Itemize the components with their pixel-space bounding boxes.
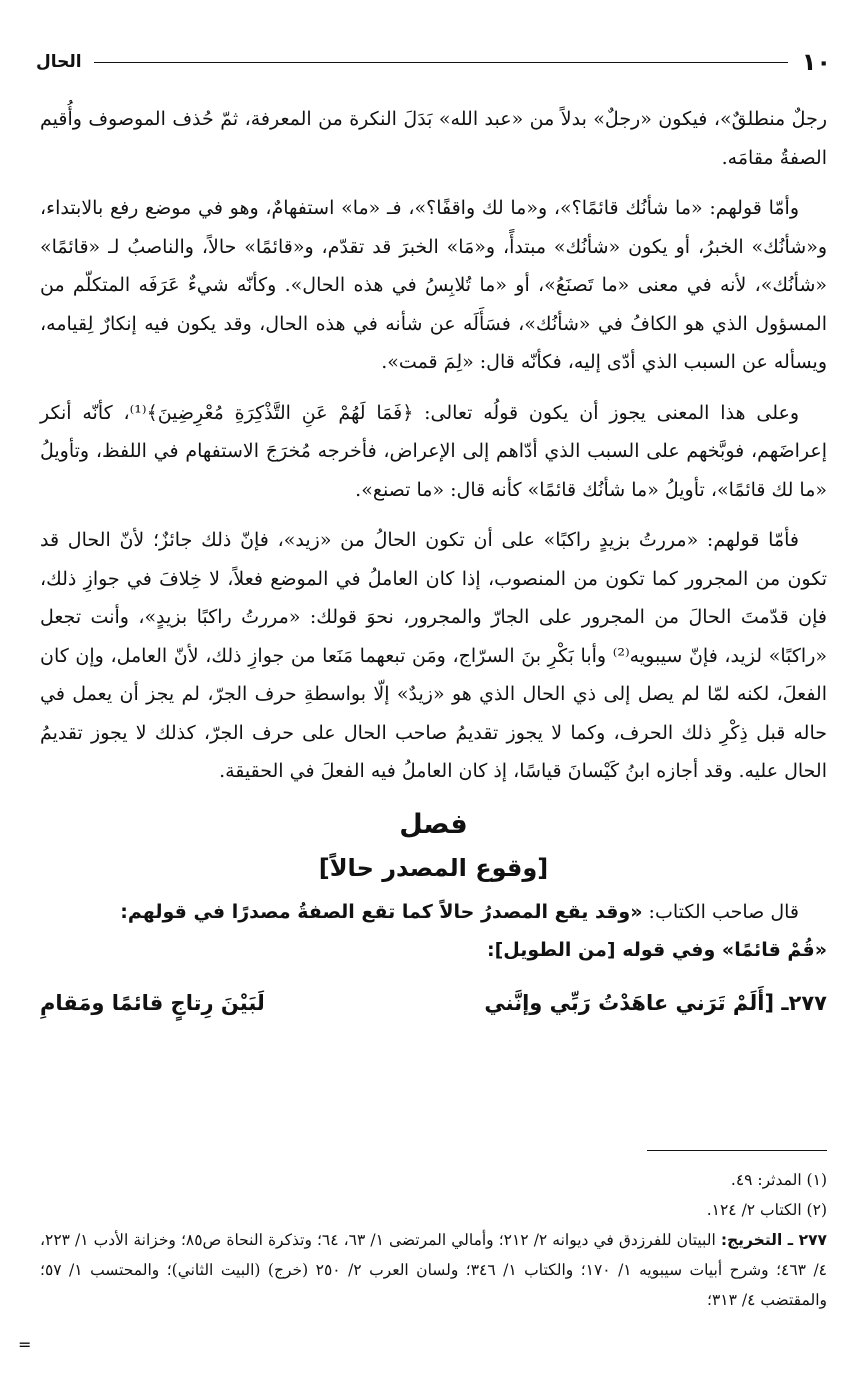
section-heading [40,803,827,889]
footnote [40,1195,827,1225]
paragraph: وعلى هذا المعنى يجوز أن يكون قولُه تعالى: ﴿فَمَا لَهُمْ عَنِ التَّذْكِرَةِ مُعْرِضِينَ﴾⁽¹⁾، كأنّه أنكر إعراضَهم، فوبَّخهم على السبب الذي أدّاهم إلى الإعراض، فأخرجه مُخرَجَ الاستفهام في اللفظ، وتأويلُ «ما لك قائمًا»، تأويلُ «ما شأنُك قائمًا» كأنه قال: «ما تصنع». [40,401,827,501]
header-rule [94,62,788,63]
footnote-text: (١) المدثر: ٤٩. [730,1171,827,1189]
page-number: ١٠ [801,48,831,76]
verse-second-hemistich: لَبَيْنَ رِتاجٍ قائمًا ومَقامِ [40,990,265,1015]
paragraph: وأمّا قولهم: «ما شأنُك قائمًا؟»، و«ما لك واقفًا؟»، فـ «ما» استفهامٌ، وهو في موضع رفع بالابتداء، و«شأنُك» الخبرُ، أو يكون «شأنُك» مبتدأً، و«مَا» الخبرَ قد تقدّم، و«قائمًا» حالاً، والناصبُ لـ «قائمًا» «شأنُك»، لأنه في معنى «ما تَصنَعُ»، أو «ما تُلابِسُ في هذه الحال». وكأنّه شيءٌ عَرَفَه المتكلّم من المسؤول الذي هو الكافُ في «شأنُك»، فسَأَلَه عن شأنه في هذه الحال، وقد يكون فيه إنكارٌ لِقيامه، ويسأله عن السبب الذي أدّى إليه، فكأنّه قال: «لِمَ قمت». [40,197,827,373]
paragraph: رجلٌ منطلقٌ»، فيكون «رجلٌ» بدلاً من «عبد الله» بَدَلَ النكرة من المعرفة، ثمّ حُذف الموصوف وأُقيم الصفةُ مقامَه. [40,108,827,169]
footnote-text: البيتان للفرزدق في ديوانه ٢/ ٢١٢؛ وأمالي المرتضى ١/ ٦٣، ٦٤؛ وتذكرة النحاة ص٨٥؛ وخزانة الأدب ١/ ٢٢٣، ٤/ ٤٦٣؛ وشرح أبيات سيبويه ١/ ١٧٠؛ والكتاب ١/ ٣٤٦؛ ولسان العرب ٢/ ٢٥٠ (خرج) (البيت الثاني)؛ والمحتسب ١/ ٥٧؛ والمقتضب ٤/ ٣١٣؛ [40,1231,827,1309]
footnote [40,1225,827,1315]
paragraph: فأمّا قولهم: «مررتُ بزيدٍ راكبًا» على أن تكون الحالُ من «زيد»، فإنّ ذلك جائزٌ؛ لأنّ الحال قد تكون من المجرور كما تكون من المنصوب، إذا كان العاملُ في الموضع فعلاً، لا خِلافَ في جوازِ ذلك، فإن قدّمتَ الحالَ من المجرور على الجارّ والمجرور، نحوَ قولك: «مررتُ راكبًا بزيدٍ»، وأنت تجعل «راكبًا» لزيد، فإنّ سيبويه⁽²⁾ وأبا بَكْرِ بنَ السرّاج، ومَن تبعهما مَنَعا من جوازِ ذلك، لأنّ العامل، وإن كان الفعلَ، لكنه لمّا لم يصل إلى ذي الحال الذي هو «زيدٌ» إلّا بواسطةِ حرف الجرّ، لم يجز أن يعمل في حاله قبل ذِكْرِ ذلك الحرف، وكما لا يجوز تقديمُ صاحب الحال على حرف الجرّ، كذلك لا يجوز تقديمُ الحال عليه. وقد أجازه ابنُ كَيْسانَ قياسًا، إذ كان العاملُ فيه الفعلَ في الحقيقة. [40,529,827,782]
verse-line [40,981,827,1025]
running-header [36,44,831,80]
continuation-mark: = [18,1335,32,1354]
section-subtitle: [وقوع المصدر حالاً] [318,853,549,882]
footnote [40,1165,827,1195]
footnote-text: (٢) الكتاب ٢/ ١٢٤. [706,1201,827,1219]
quote-bold: «وقد يقع المصدرُ حالاً كما تقع الصفةُ مصدرًا في قولهم: [120,900,643,923]
chapter-title: الحال [36,52,82,72]
verse-first-hemistich: ٢٧٧ـ [أَلَمْ تَرَني عاهَدْتُ رَبِّي وإنَّني [484,990,827,1015]
quote-paragraph [40,893,827,931]
section-title: فصل [399,808,468,840]
quote-intro: قال صاحب الكتاب: [642,900,799,923]
quote-line: «قُمْ قائمًا» وفي قوله [من الطويل]: [486,938,827,961]
footnote-rule [647,1150,827,1151]
footnote-tag: ٢٧٧ ـ التخريج: [720,1231,828,1249]
main-text [40,100,827,1025]
footnotes [40,1165,827,1315]
